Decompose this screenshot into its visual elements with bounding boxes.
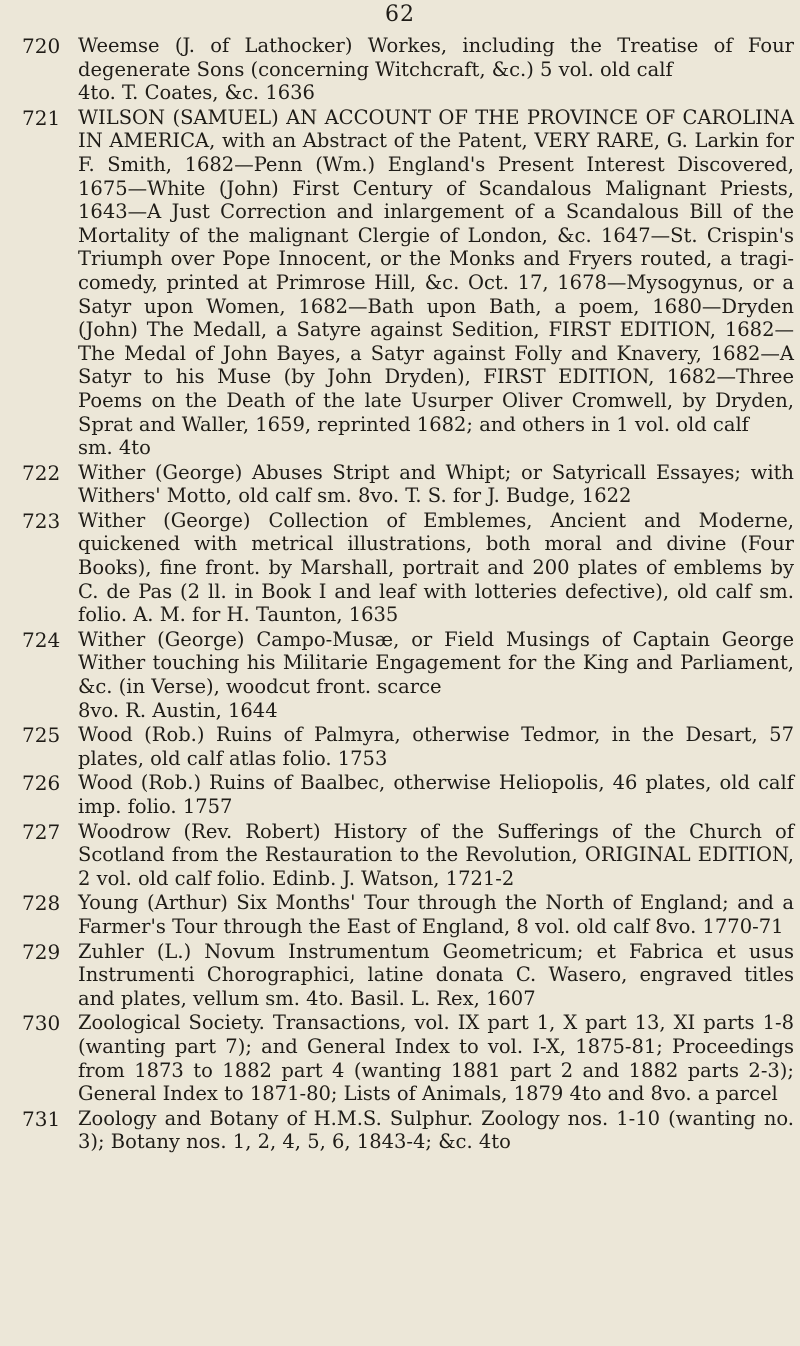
entry-text: Woodrow (Rev. Robert) History of the Sufferings of the Church of Scotland from the Restauration to the Revolution, ORIGINAL EDITION, 2 vol. old calf folio. Edinb. J. Watson, 1721-2: [78, 819, 794, 890]
entry-text: Wood (Rob.) Ruins of Baalbec, otherwise Heliopolis, 46 plates, old calf imp. folio. 1757: [78, 771, 794, 818]
entry-text: Wither (George) Abuses Stript and Whipt; or Satyricall Essayes; with Withers' Motto, old calf sm. 8vo. T. S. for J. Budge, 1622: [78, 460, 794, 508]
entry-imprint: 8vo. R. Austin, 1644: [78, 698, 278, 722]
entry-imprint: sm. 4to: [78, 436, 151, 460]
lot-number: 729: [22, 939, 61, 964]
lot-number: 730: [22, 1011, 61, 1036]
list-item: [22, 940, 794, 1011]
entry-text: Young (Arthur) Six Months' Tour through the North of England; and a Farmer's Tour through the East of England, 8 vol. old calf 8vo. 1770-71: [78, 891, 794, 938]
list-item: [22, 820, 794, 891]
entry-text: Zuhler (L.) Novum Instrumentum Geometricum; et Fabrica et usus Instrumenti Chorographici, latine donata C. Wasero, engraved titles and plates, vellum sm. 4to. Basil. L. Rex, 1607: [78, 939, 794, 1010]
lot-number: 728: [22, 891, 61, 916]
list-item: [22, 509, 794, 627]
entry-text: Wither (George) Campo-Musæ, or Field Musings of Captain George Wither touching his Militarie Engagement for the King and Parliament, &c. (in Verse), woodcut front. scarce: [78, 627, 794, 699]
entry-text: Weemse (J. of Lathocker) Workes, including the Treatise of Four degenerate Sons (concerning Witchcraft, &c.) 5 vol. old calf: [78, 34, 794, 81]
list-item: [22, 628, 794, 722]
lot-number: 720: [22, 34, 61, 58]
page-number: 62: [385, 2, 415, 27]
list-item: [22, 891, 794, 938]
lot-number: 721: [22, 105, 61, 130]
list-item: [22, 461, 794, 508]
entry-imprint: 4to. T. Coates, &c. 1636: [78, 81, 315, 105]
list-item: [22, 771, 794, 818]
lot-number: 723: [22, 508, 61, 533]
lot-number: 725: [22, 723, 61, 748]
entry-text: Wither (George) Collection of Emblemes, Ancient and Moderne, quickened with metrical illustrations, both moral and divine (Four Books), fine front. by Marshall, portrait and 200 plates of emblems by C. de Pas (2 ll. in Book I and leaf with lotteries defective), old calf sm. folio. A. M. for H. Taunton, 1635: [78, 508, 794, 627]
entry-text: Wood (Rob.) Ruins of Palmyra, otherwise Tedmor, in the Desart, 57 plates, old calf atlas folio. 1753: [78, 723, 794, 770]
lot-number: 726: [22, 771, 61, 796]
lot-number: 727: [22, 819, 61, 844]
list-item: [22, 723, 794, 770]
lot-number: 722: [22, 460, 61, 485]
lot-number: 724: [22, 627, 61, 652]
list-item: [22, 106, 794, 460]
list-item: [22, 34, 794, 105]
list-item: [22, 1011, 794, 1105]
catalogue-entries: [0, 34, 800, 1155]
entry-text: Zoological Society. Transactions, vol. IX part 1, X part 13, XI parts 1-8 (wanting part 7); and General Index to vol. I-X, 1875-81; Proceedings from 1873 to 1882 part 4 (wanting 1881 part 2 and 1882 parts 2-3); General Index to 1871-80; Lists of Animals, 1879 4to and 8vo. a parcel: [78, 1011, 794, 1106]
entry-text: WILSON (SAMUEL) AN ACCOUNT OF THE PROVINCE OF CAROLINA IN AMERICA, with an Abstract of the Patent, VERY RARE, G. Larkin for F. Smith, 1682—Penn (Wm.) England's Present Interest Discovered, 1675—White (John) First Century of Scandalous Malignant Priests, 1643—A Just Correction and inlargement of a Scandalous Bill of the Mortality of the malignant Clergie of London, &c. 1647—St. Crispin's Triumph over Pope Innocent, or the Monks and Fryers routed, a tragi-comedy, printed at Primrose Hill, &c. Oct. 17, 1678—Mysogynus, or a Satyr upon Women, 1682—Bath upon Bath, a poem, 1680—Dryden (John) The Medall, a Satyre against Sedition, FIRST EDITION, 1682—The Medal of John Bayes, a Satyr against Folly and Knavery, 1682—A Satyr to his Muse (by John Dryden), FIRST EDITION, 1682—Three Poems on the Death of the late Usurper Oliver Cromwell, by Dryden, Sprat and Waller, 1659, reprinted 1682; and others in 1 vol. old calf: [78, 105, 794, 436]
entry-text: Zoology and Botany of H.M.S. Sulphur. Zoology nos. 1-10 (wanting no. 3); Botany nos. 1, 2, 4, 5, 6, 1843-4; &c. 4to: [78, 1106, 794, 1154]
list-item: [22, 1107, 794, 1154]
lot-number: 731: [22, 1106, 61, 1131]
